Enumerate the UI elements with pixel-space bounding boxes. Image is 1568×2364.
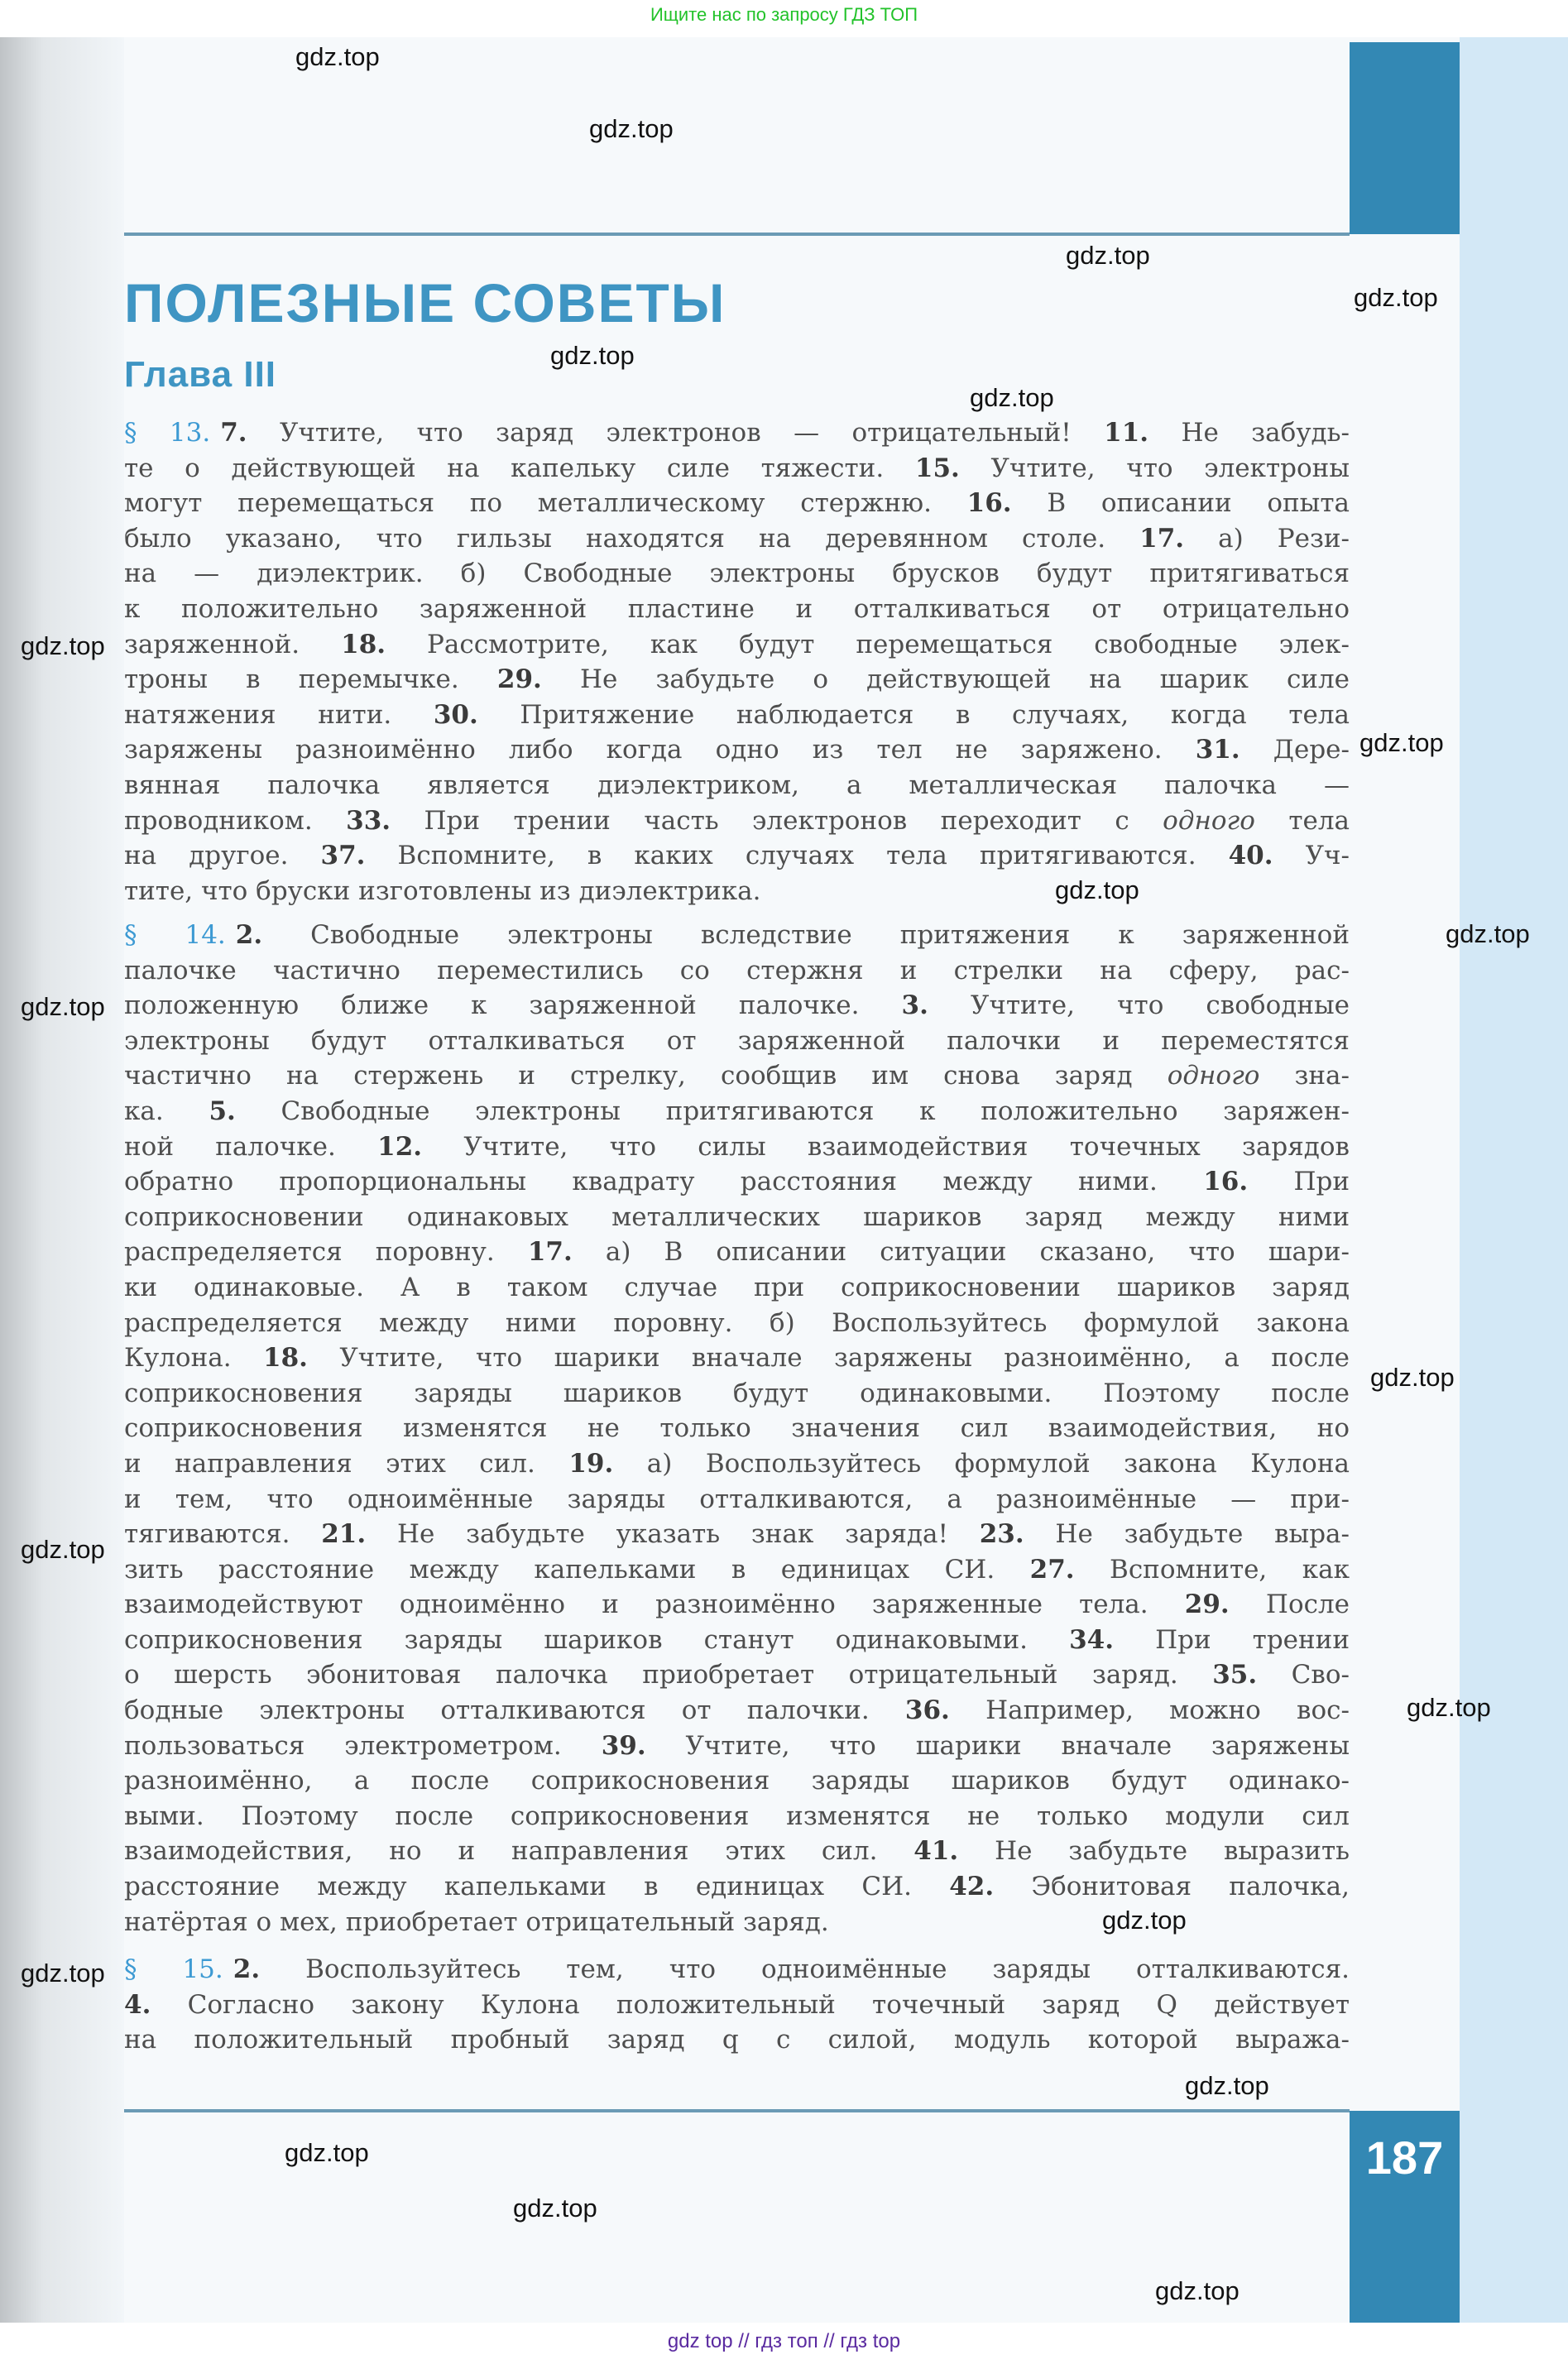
text-line: распределяется поровну. 17. а) В описании ситуации сказано, что шари- [124,1237,1350,1268]
watermark: gdz.top [21,992,105,1021]
watermark: gdz.top [589,114,674,143]
text-line: заряжены разноимённо либо когда одно из тел не заряжено. 31. Дере- [124,735,1350,765]
watermark: gdz.top [21,1535,105,1564]
text-line: бодные электроны отталкиваются от палочки. 36. Например, можно вос- [124,1695,1350,1726]
page-edge-strip [1460,37,1568,2323]
text-line: и направления этих сил. 19. а) Воспользуйтесь формулой закона Кулона [124,1448,1350,1479]
watermark: gdz.top [550,341,635,370]
watermark: gdz.top [1185,2071,1269,2100]
text-line: зить расстояние между капельками в единицах СИ. 27. Вспомните, как [124,1554,1350,1585]
watermark: gdz.top [295,42,380,71]
text-line: палочке частично переместились со стержня и стрелки на сферу, рас- [124,955,1350,985]
text-line: те о действующей на капельку силе тяжести. 15. Учтите, что электроны [124,453,1350,483]
header-tab [1350,42,1460,234]
watermark: gdz.top [1407,1693,1491,1722]
text-line: на — диэлектрик. б) Свободные электроны брусков будут притягиваться [124,559,1350,589]
text-line: соприкосновения заряды шариков будут одинаковыми. Поэтому после [124,1378,1350,1408]
text-line: о шерсть эбонитовая палочка приобретает отрицательный заряд. 35. Сво- [124,1660,1350,1690]
text-line: проводником. 33. При трении часть электронов переходит с одного тела [124,805,1350,836]
text-line: взаимодействуют одноимённо и разноимённо заряженные тела. 29. После [124,1590,1350,1620]
text-line: положенную ближе к заряженной палочке. 3. Учтите, что свободные [124,990,1350,1021]
section-15 [124,1952,1350,2058]
watermark: gdz.top [1359,728,1444,757]
text-line: заряженной. 18. Рассмотрите, как будут перемещаться свободные элек- [124,629,1350,659]
section-14 [124,918,1350,1940]
text-line: разноимённо, а после соприкосновения заряды шариков будут одинако- [124,1766,1350,1796]
text-line: распределяется между ними поровну. б) Воспользуйтесь формулой закона [124,1307,1350,1338]
text-line: было указано, что гильзы находятся на деревянном столе. 17. а) Рези- [124,523,1350,554]
footer-links: gdz top // гдз топ // гдз top [667,2330,901,2352]
watermark: gdz.top [1370,1363,1455,1392]
watermark: gdz.top [970,383,1054,412]
text-line: 4. Согласно закону Кулона положительный точечный заряд Q действует [124,1989,1350,2020]
text-line: § 15. 2. Воспользуйтесь тем, что одноимённые заряды отталкиваются. [124,1954,1350,1984]
text-line: ки одинаковые. А в таком случае при соприкосновении шариков заряд [124,1272,1350,1302]
text-line: на другое. 37. Вспомните, в каких случаях тела притягиваются. 40. Уч- [124,841,1350,871]
watermark: gdz.top [1102,1906,1187,1935]
text-line: взаимодействия, но и направления этих сил. 41. Не забудьте выразить [124,1836,1350,1867]
watermark: gdz.top [1055,875,1139,904]
text-line: выми. Поэтому после соприкосновения изменятся не только модули сил [124,1801,1350,1831]
text-line: тите, что бруски изготовлены из диэлектрика. [124,875,761,906]
footer-divider [124,2109,1350,2112]
text-line: соприкосновения заряды шариков станут одинаковыми. 34. При трении [124,1624,1350,1655]
watermark: gdz.top [1155,2276,1240,2305]
watermark: gdz.top [1354,283,1438,312]
text-line: Кулона. 18. Учтите, что шарики вначале заряжены разноимённо, а после [124,1343,1350,1374]
text-line: ной палочке. 12. Учтите, что силы взаимодействия точечных зарядов [124,1131,1350,1162]
search-banner: Ищите нас по запросу ГДЗ ТОП [0,0,1568,37]
text-line: соприкосновении одинаковых металлических шариков заряд между ними [124,1201,1350,1232]
text-line: натёртая о мех, приобретает отрицательный заряд. [124,1906,829,1937]
text-line: ка. 5. Свободные электроны притягиваются к положительно заряжен- [124,1096,1350,1126]
header-divider [124,233,1350,236]
text-line: пользоваться электрометром. 39. Учтите, что шарики вначале заряжены [124,1730,1350,1761]
text-line: вянная палочка является диэлектриком, а металлическая палочка — [124,770,1350,800]
text-line: к положительно заряженной пластине и отталкиваться от отрицательно [124,593,1350,624]
text-line: § 13. 7. Учтите, что заряд электронов — отрицательный! 11. Не забудь- [124,418,1350,448]
section-13 [124,415,1350,909]
text-line: тягиваются. 21. Не забудьте указать знак заряда! 23. Не забудьте выра- [124,1519,1350,1550]
watermark: gdz.top [21,631,105,660]
section-label: § 15. [124,1954,223,1984]
text-line: могут перемещаться по металлическому стержню. 16. В описании опыта [124,488,1350,519]
watermark: gdz.top [285,2138,369,2167]
page-number: 187 [1365,2131,1444,2184]
text-line: частично на стержень и стрелку, сообщив им снова заряд одного зна- [124,1061,1350,1091]
text-line: троны в перемычке. 29. Не забудьте о действующей на шарик силе [124,664,1350,695]
page-title: ПОЛЕЗНЫЕ СОВЕТЫ [124,272,726,333]
text-line: расстояние между капельками в единицах СИ. 42. Эбонитовая палочка, [124,1872,1350,1902]
watermark: gdz.top [1066,241,1150,270]
watermark: gdz.top [21,1959,105,1988]
text-line: соприкосновения изменятся не только значения сил взаимодействия, но [124,1413,1350,1444]
text-line: натяжения нити. 30. Притяжение наблюдается в случаях, когда тела [124,699,1350,730]
watermark: gdz.top [513,2194,597,2223]
section-label: § 13. [124,418,211,448]
chapter-heading: Глава III [124,354,277,395]
text-line: обратно пропорциональны квадрату расстояния между ними. 16. При [124,1167,1350,1197]
text-line: и тем, что одноимённые заряды отталкиваются, а разноимённые — при- [124,1484,1350,1514]
section-label: § 14. [124,920,226,950]
text-line: электроны будут отталкиваться от заряженной палочки и переместятся [124,1025,1350,1056]
text-line: § 14. 2. Свободные электроны вследствие притяжения к заряженной [124,920,1350,950]
text-line: на положительный пробный заряд q с силой, модуль которой выража- [124,2025,1350,2055]
watermark: gdz.top [1446,919,1530,948]
